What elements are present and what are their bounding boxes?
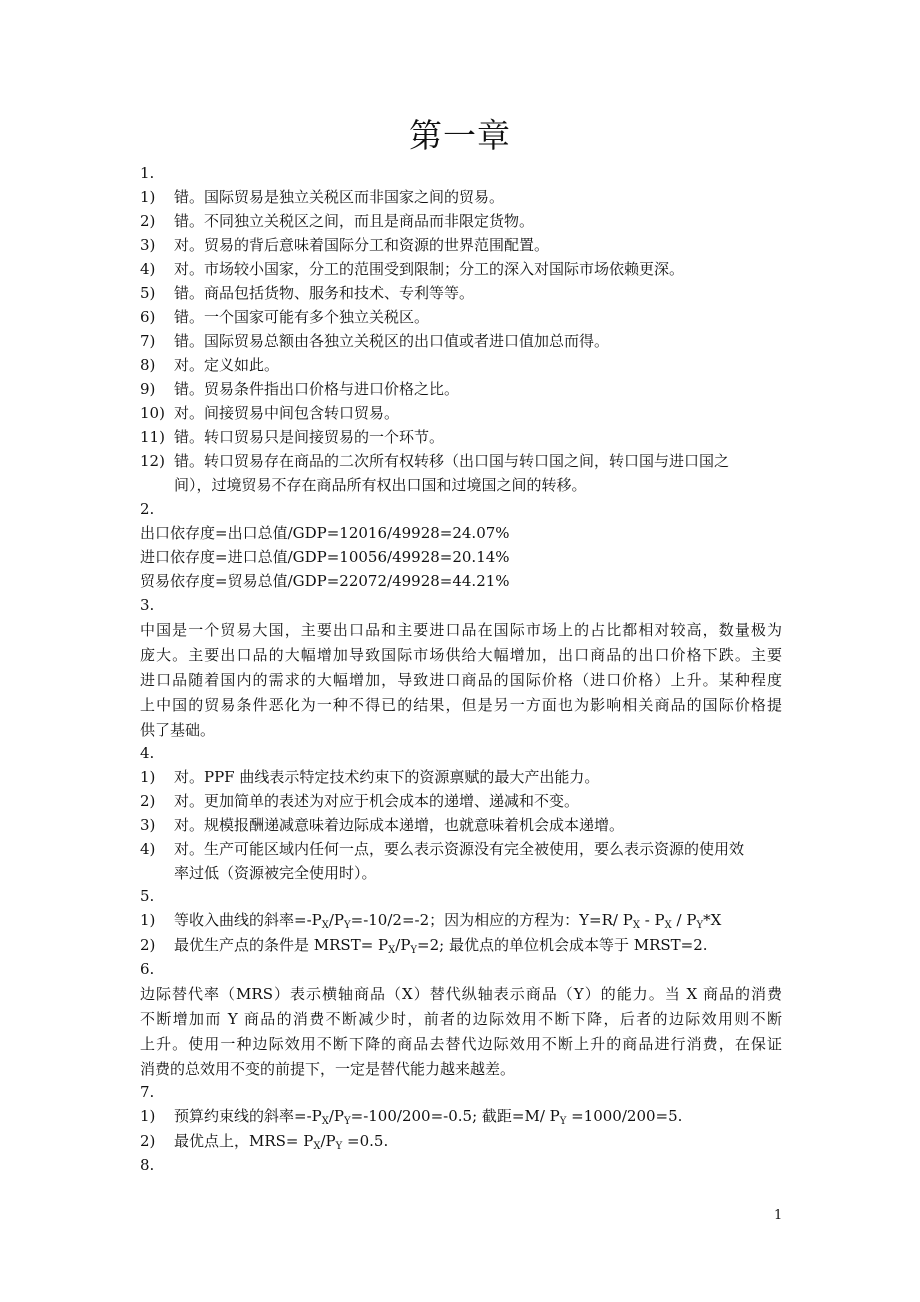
optimal-production-line: 最优生产点的条件是 MRST= $P_X/P_Y=2$; 最优点的单位机会成本等于 MRST=2. [174,936,708,956]
item-text: 错。不同独立关税区之间，而且是商品而非限定货物。 [174,212,535,230]
question-label: 6. [140,960,155,978]
question-label: 3. [140,596,155,614]
q3-line: 中国是一个贸易大国，主要出口品和主要进口品在国际市场上的占比都相对较高，数量极为 [140,621,782,639]
page-number: 1 [774,1208,783,1223]
question-label: 5. [140,887,155,905]
item-number: 10) [140,404,165,422]
item-text: 对。规模报酬递减意味着边际成本递增，也就意味着机会成本递增。 [174,816,625,834]
question-label: 2. [140,500,155,518]
item-number: 4) [140,840,156,858]
item-text: 对。更加简单的表述为对应于机会成本的递增、递减和不变。 [174,792,580,810]
item-text-continued: 率过低（资源被完全使用时）。 [174,864,377,882]
isoincome-slope-line: 等收入曲线的斜率$=-P_X/P_Y=-10/2=-2$；因为相应的方程为：Y=R/ $P_X - P_X / P_Y*X$ [174,911,722,931]
item-number: 1) [140,768,156,786]
budget-line-slope: 预算约束线的斜率$=-P_X/P_Y=-100/200=-0.5$; 截距=M/ $P_Y =1000/200=5$. [174,1107,683,1127]
item-number: 3) [140,236,156,254]
question-label: 8. [140,1156,155,1174]
import-dependency-line: 进口依存度=进口总值/GDP=10056/49928=20.14% [140,548,510,566]
chapter-title: 第一章 [409,116,511,155]
item-number: 12) [140,452,165,470]
item-text: 对。贸易的背后意味着国际分工和资源的世界范围配置。 [174,236,550,254]
item-text: 对。PPF 曲线表示特定技术约束下的资源禀赋的最大产出能力。 [174,768,600,786]
item-number: 2) [140,936,156,954]
item-number: 1) [140,911,156,929]
item-number: 1) [140,1107,156,1125]
item-number: 8) [140,356,156,374]
item-text: 错。转口贸易只是间接贸易的一个环节。 [174,428,445,446]
item-number: 9) [140,380,156,398]
item-text: 对。间接贸易中间包含转口贸易。 [174,404,400,422]
item-number: 2) [140,792,156,810]
item-text: 对。生产可能区域内任何一点，要么表示资源没有完全被使用，要么表示资源的使用效 [174,840,745,858]
q3-line: 进口品随着国内的需求的大幅增加，导致进口商品的国际价格（进口价格）上升。某种程度 [140,671,782,689]
item-number: 7) [140,332,156,350]
item-number: 11) [140,428,165,446]
item-number: 4) [140,260,156,278]
item-number: 6) [140,308,156,326]
q3-line: 供了基础。 [140,721,216,739]
q6-line: 消费的总效用不变的前提下，一定是替代能力越来越差。 [140,1060,516,1078]
item-text: 错。一个国家可能有多个独立关税区。 [174,308,430,326]
item-text: 对。市场较小国家，分工的范围受到限制；分工的深入对国际市场依赖更深。 [174,260,685,278]
item-text: 错。商品包括货物、服务和技术、专利等等。 [174,284,475,302]
item-text: 错。贸易条件指出口价格与进口价格之比。 [174,380,460,398]
question-label: 4. [140,744,155,762]
optimal-mrs-line: 最优点上，$MRS= P_X/P_Y =0.5$. [174,1132,389,1152]
item-text-continued: 间），过境贸易不存在商品所有权出口国和过境国之间的转移。 [174,476,587,494]
item-number: 2) [140,1132,156,1150]
export-dependency-line: 出口依存度=出口总值/GDP=12016/49928=24.07% [140,524,510,542]
q6-line: 上升。使用一种边际效用不断下降的商品去替代边际效用不断上升的商品进行消费，在保证 [140,1035,782,1053]
item-text: 错。转口贸易存在商品的二次所有权转移（出口国与转口国之间，转口国与进口国之 [174,452,730,470]
q6-line: 不断增加而 Y 商品的消费不断减少时，前者的边际效用不断下降，后者的边际效用则不断 [140,1010,782,1028]
item-text: 错。国际贸易是独立关税区而非国家之间的贸易。 [174,188,505,206]
item-text: 对。定义如此。 [174,356,280,374]
item-text: 错。国际贸易总额由各独立关税区的出口值或者进口值加总而得。 [174,332,610,350]
question-label: 1. [140,164,155,182]
q6-line: 边际替代率（MRS）表示横轴商品（X）替代纵轴表示商品（Y）的能力。当 X 商品的消费 [140,985,782,1003]
item-number: 2) [140,212,156,230]
item-number: 3) [140,816,156,834]
q3-line: 庞大。主要出口品的大幅增加导致国际市场供给大幅增加，出口商品的出口价格下跌。主要 [140,646,782,664]
question-label: 7. [140,1083,155,1101]
trade-dependency-line: 贸易依存度=贸易总值/GDP=22072/49928=44.21% [140,572,510,590]
item-number: 5) [140,284,156,302]
q3-line: 上中国的贸易条件恶化为一种不得已的结果，但是另一方面也为影响相关商品的国际价格提 [140,696,782,714]
item-number: 1) [140,188,156,206]
